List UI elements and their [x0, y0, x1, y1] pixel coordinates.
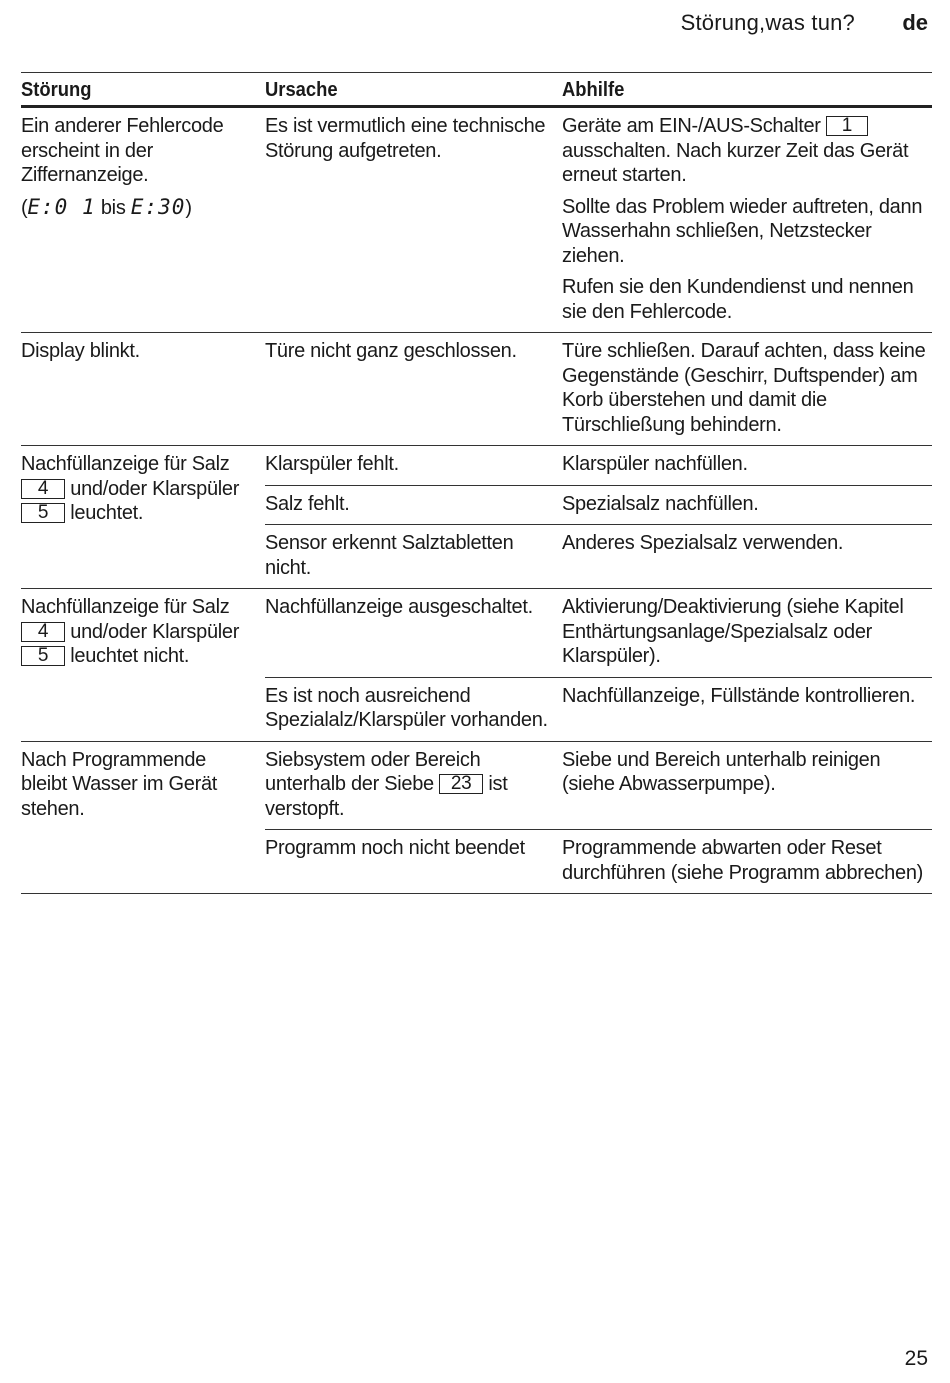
table-row-group [21, 108, 932, 333]
stoerung-cell: Nach Programmende bleibt Wasser im Gerät stehen. [21, 748, 218, 820]
column-header-ursache: Ursache [265, 79, 338, 101]
ursache-cell: Siebsystem oder Bereich unterhalb der Siebe 23 ist verstopft. [265, 748, 508, 820]
reference-number-box: 4 [21, 622, 65, 642]
abhilfe-text: Sollte das Problem wieder auftreten, dann Wasserhahn schließen, Netzstecker ziehen. [562, 195, 923, 267]
stoerung-cell [21, 108, 265, 332]
table-row [265, 485, 932, 525]
ursache-cell: Türe nicht ganz geschlossen. [265, 340, 517, 362]
stoerung-cell: Nachfüllanzeige für Salz 4 und/oder Klarspüler 5 leuchtet nicht. [21, 596, 240, 667]
ursache-cell: Es ist noch ausreichend Spezialalz/Klarspüler vorhanden. [265, 684, 548, 731]
abhilfe-cell: Klarspüler nachfüllen. [562, 453, 748, 475]
abhilfe-cell: Spezialsalz nachfüllen. [562, 492, 759, 515]
table-row-group [21, 742, 932, 895]
troubleshooting-table [21, 72, 932, 894]
table-row-group [21, 446, 932, 589]
table-row [265, 446, 932, 485]
ursache-cell: Klarspüler fehlt. [265, 453, 399, 475]
table-row [265, 589, 932, 677]
abhilfe-cell: Anderes Spezialsalz verwenden. [562, 532, 844, 554]
column-header-stoerung: Störung [21, 79, 92, 101]
abhilfe-cell: Nachfüllanzeige, Füllstände kontrollieren. [562, 684, 916, 707]
reference-number-box: 1 [826, 116, 868, 136]
abhilfe-text: Geräte am EIN-/AUS-Schalter 1 ausschalten. Nach kurzer Zeit das Gerät erneut starten. [562, 115, 909, 186]
ursache-cell: Sensor erkennt Salztabletten nicht. [265, 532, 514, 579]
table-header [21, 72, 932, 108]
table-row-group [21, 333, 932, 446]
error-code-range: (E:0 1 bis E:30) [21, 194, 192, 219]
table-row [265, 524, 932, 588]
abhilfe-cell [562, 114, 932, 324]
page-number: 25 [904, 1347, 928, 1370]
ursache-cell: Programm noch nicht beendet [265, 837, 525, 859]
stoerung-cell: Nachfüllanzeige für Salz 4 und/oder Klarspüler 5 leuchtet. [21, 453, 240, 524]
ursache-cell: Nachfüllanzeige ausgeschaltet. [265, 596, 533, 618]
table-row [265, 677, 932, 741]
language-tag: de [902, 10, 928, 35]
page-header [0, 10, 950, 40]
reference-number-box: 4 [21, 479, 65, 499]
ursache-cell: Es ist vermutlich eine technische Störung aufgetreten. [265, 115, 546, 162]
reference-number-box: 5 [21, 503, 65, 523]
reference-number-box: 5 [21, 646, 65, 666]
table-row [265, 829, 932, 893]
table-row [265, 333, 932, 445]
table-row [265, 742, 932, 830]
page-title: Störung,was tun? [680, 10, 855, 35]
stoerung-cell: Display blinkt. [21, 340, 140, 362]
abhilfe-cell: Türe schließen. Darauf achten, dass keine Gegenstände (Geschirr, Duftspender) am Korb überstehen und damit die Türschließung behindern. [562, 340, 926, 436]
stoerung-text: Ein anderer Fehlercode erscheint in der Ziffernanzeige. [21, 115, 224, 186]
abhilfe-cell: Siebe und Bereich unterhalb reinigen (siehe Abwasserpumpe). [562, 748, 881, 795]
table-row [265, 108, 932, 332]
error-code-to: E:30 [130, 194, 186, 219]
abhilfe-text: Rufen sie den Kundendienst und nennen sie den Fehlercode. [562, 276, 914, 323]
error-code-from: E:0 1 [27, 194, 96, 219]
reference-number-box: 23 [439, 774, 483, 794]
abhilfe-cell: Aktivierung/Deaktivierung (siehe Kapitel Enthärtungsanlage/Spezialsalz oder Klarspüler). [562, 596, 904, 667]
column-header-abhilfe: Abhilfe [562, 79, 625, 101]
ursache-cell: Salz fehlt. [265, 492, 350, 515]
table-row-group [21, 589, 932, 742]
abhilfe-cell: Programmende abwarten oder Reset durchführen (siehe Programm abbrechen) [562, 837, 924, 884]
